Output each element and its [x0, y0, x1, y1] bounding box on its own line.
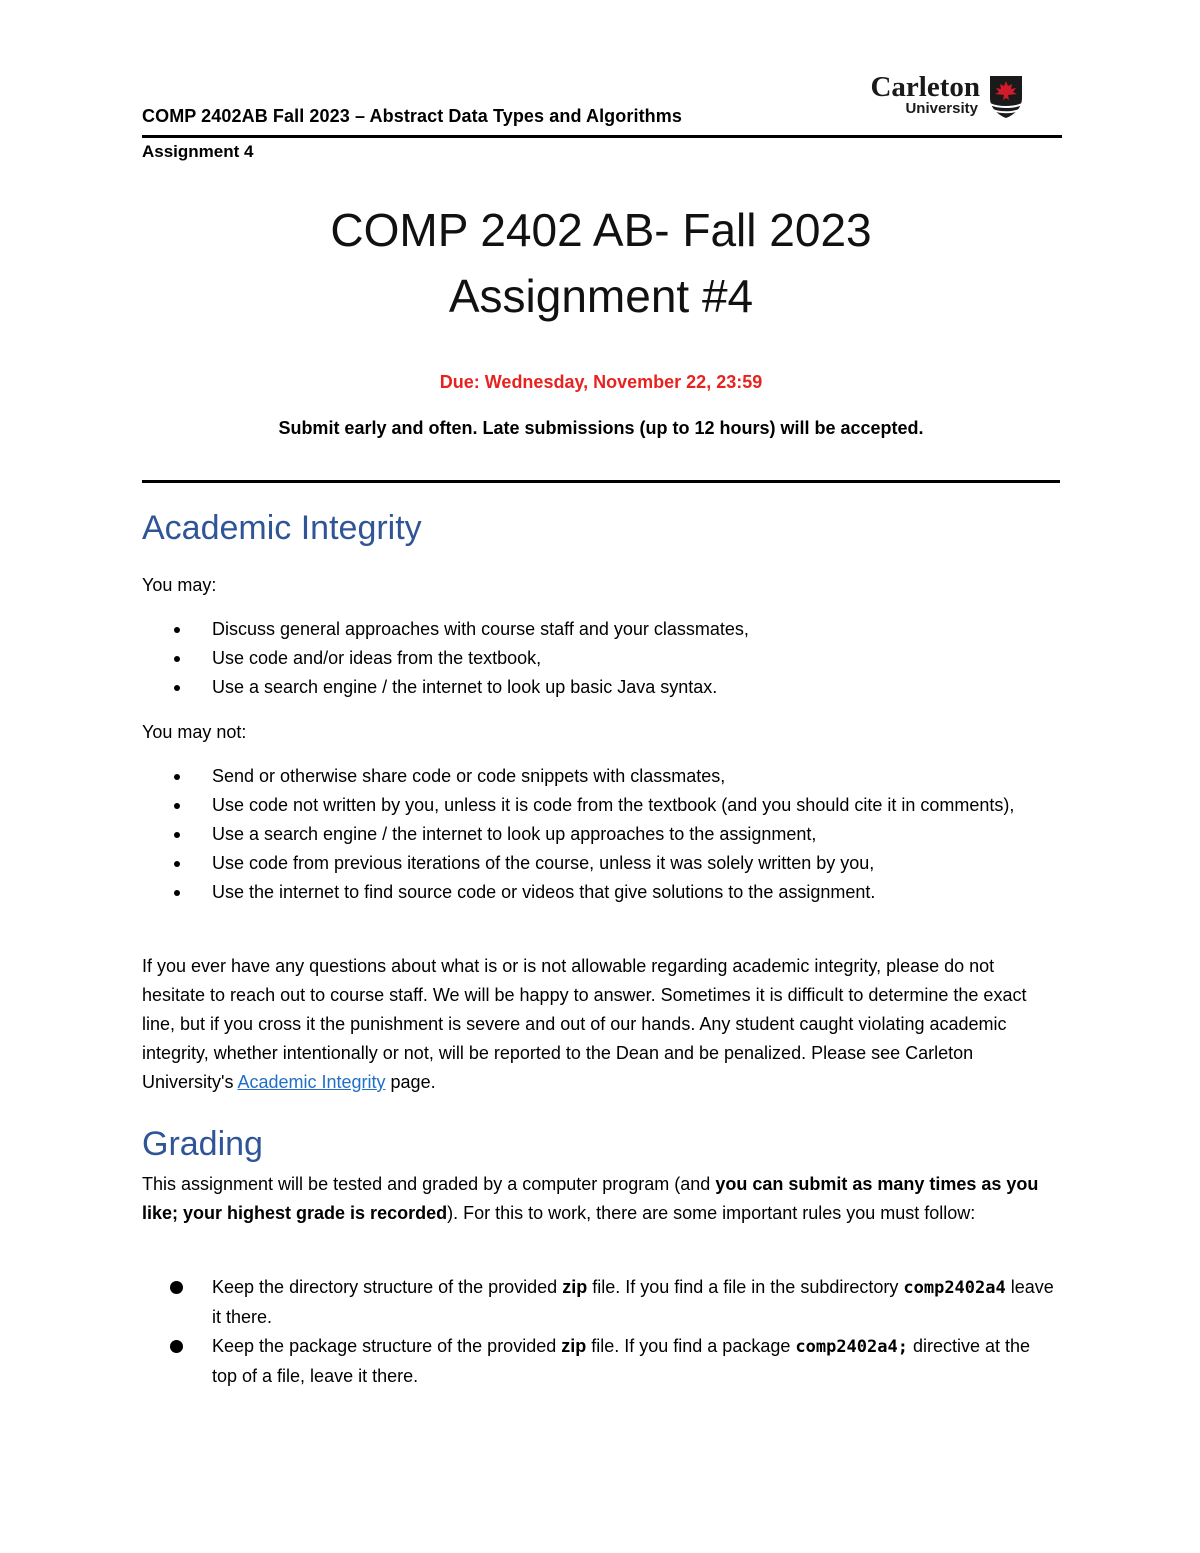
header-rule [142, 135, 1062, 138]
bullet-icon [170, 1281, 183, 1294]
doc-title-line2: Assignment #4 [448, 270, 754, 322]
title-rule [142, 480, 1060, 483]
paragraph-text: page. [385, 1072, 436, 1092]
paragraph-bold-text: you can submit as many times as you like; your highest grade is recorded [142, 1174, 1039, 1223]
list-item [142, 1273, 1057, 1332]
rule-text: leave it there. [212, 1277, 1054, 1327]
university-logo [858, 72, 1028, 120]
bullet-icon [174, 832, 180, 838]
rule-code-text: comp2402a4; [795, 1337, 908, 1357]
section-heading-grading: Grading [142, 1125, 263, 1163]
list-item [142, 673, 1057, 702]
rule-text: file. If you find a package [586, 1336, 796, 1356]
list-item [142, 820, 1057, 849]
list-item [142, 615, 1057, 644]
bullet-icon [174, 774, 180, 780]
list-item-text: Use a search engine / the internet to look up approaches to the assignment, [212, 824, 817, 844]
allowed-list [142, 615, 1057, 702]
course-header: COMP 2402AB Fall 2023 – Abstract Data Types and Algorithms [142, 106, 682, 126]
paragraph-text: If you ever have any questions about what is or is not allowable regarding academic integrity, please do not hesitate to reach out to course staff. We will be happy to answer. Sometimes it is difficult to determine the exact line, but if you cross it the punishment is severe and out of our hands. Any student caught violating academic integrity, whether intentionally or not, will be reported to the Dean and be penalized. Please see Carleton University's [142, 956, 1027, 1092]
bullet-icon [174, 861, 180, 867]
rule-text: directive at the top of a file, leave it there. [212, 1336, 1031, 1386]
list-item-text: Use code and/or ideas from the textbook, [212, 648, 542, 668]
rule-code-text: comp2402a4 [903, 1278, 1006, 1298]
bullet-icon [174, 627, 180, 633]
bullet-icon [174, 656, 180, 662]
list-item-text: Use code not written by you, unless it is code from the textbook (and you should cite it in comments), [212, 795, 1015, 815]
list-item-text: Use the internet to find source code or videos that give solutions to the assignment. [212, 882, 876, 902]
list-item-text: Use code from previous iterations of the course, unless it was solely written by you, [212, 853, 875, 873]
submission-note: Submit early and often. Late submissions (up to 12 hours) will be accepted. [278, 418, 924, 438]
bullet-icon [170, 1340, 183, 1353]
assignment-label: Assignment 4 [142, 142, 254, 161]
grading-paragraph [142, 1170, 1057, 1228]
rule-text: file. If you find a file in the subdirectory [587, 1277, 904, 1297]
rule-text: Keep the package structure of the provided [212, 1336, 562, 1356]
you-may-not-label: You may not: [142, 722, 247, 742]
logo-name: Carleton [870, 71, 980, 103]
doc-title-line1: COMP 2402 AB- Fall 2023 [330, 204, 872, 256]
rule-bold-text: zip [561, 1336, 587, 1356]
list-item [142, 762, 1057, 791]
list-item [142, 1332, 1057, 1391]
logo-subname: University [905, 100, 978, 117]
list-item-text: Send or otherwise share code or code snippets with classmates, [212, 766, 726, 786]
list-item-text: Use a search engine / the internet to look up basic Java syntax. [212, 677, 718, 697]
you-may-label: You may: [142, 575, 217, 595]
list-item [142, 644, 1057, 673]
list-item [142, 849, 1057, 878]
integrity-paragraph [142, 952, 1057, 1097]
bullet-icon [174, 890, 180, 896]
academic-integrity-link[interactable]: Academic Integrity [237, 1072, 386, 1092]
rule-bold-text: zip [562, 1277, 588, 1297]
list-item [142, 791, 1057, 820]
carleton-shield-icon [986, 74, 1026, 120]
list-item [142, 878, 1057, 907]
section-heading-academic-integrity: Academic Integrity [142, 509, 422, 547]
due-date: Due: Wednesday, November 22, 23:59 [439, 372, 763, 392]
bullet-icon [174, 685, 180, 691]
bullet-icon [174, 803, 180, 809]
grading-rules-list [142, 1273, 1057, 1391]
rule-text: Keep the directory structure of the provided [212, 1277, 563, 1297]
list-item-text: Discuss general approaches with course staff and your classmates, [212, 619, 749, 639]
paragraph-text: ). For this to work, there are some important rules you must follow: [447, 1203, 976, 1223]
disallowed-list [142, 762, 1057, 907]
paragraph-text: This assignment will be tested and graded by a computer program (and [142, 1174, 716, 1194]
